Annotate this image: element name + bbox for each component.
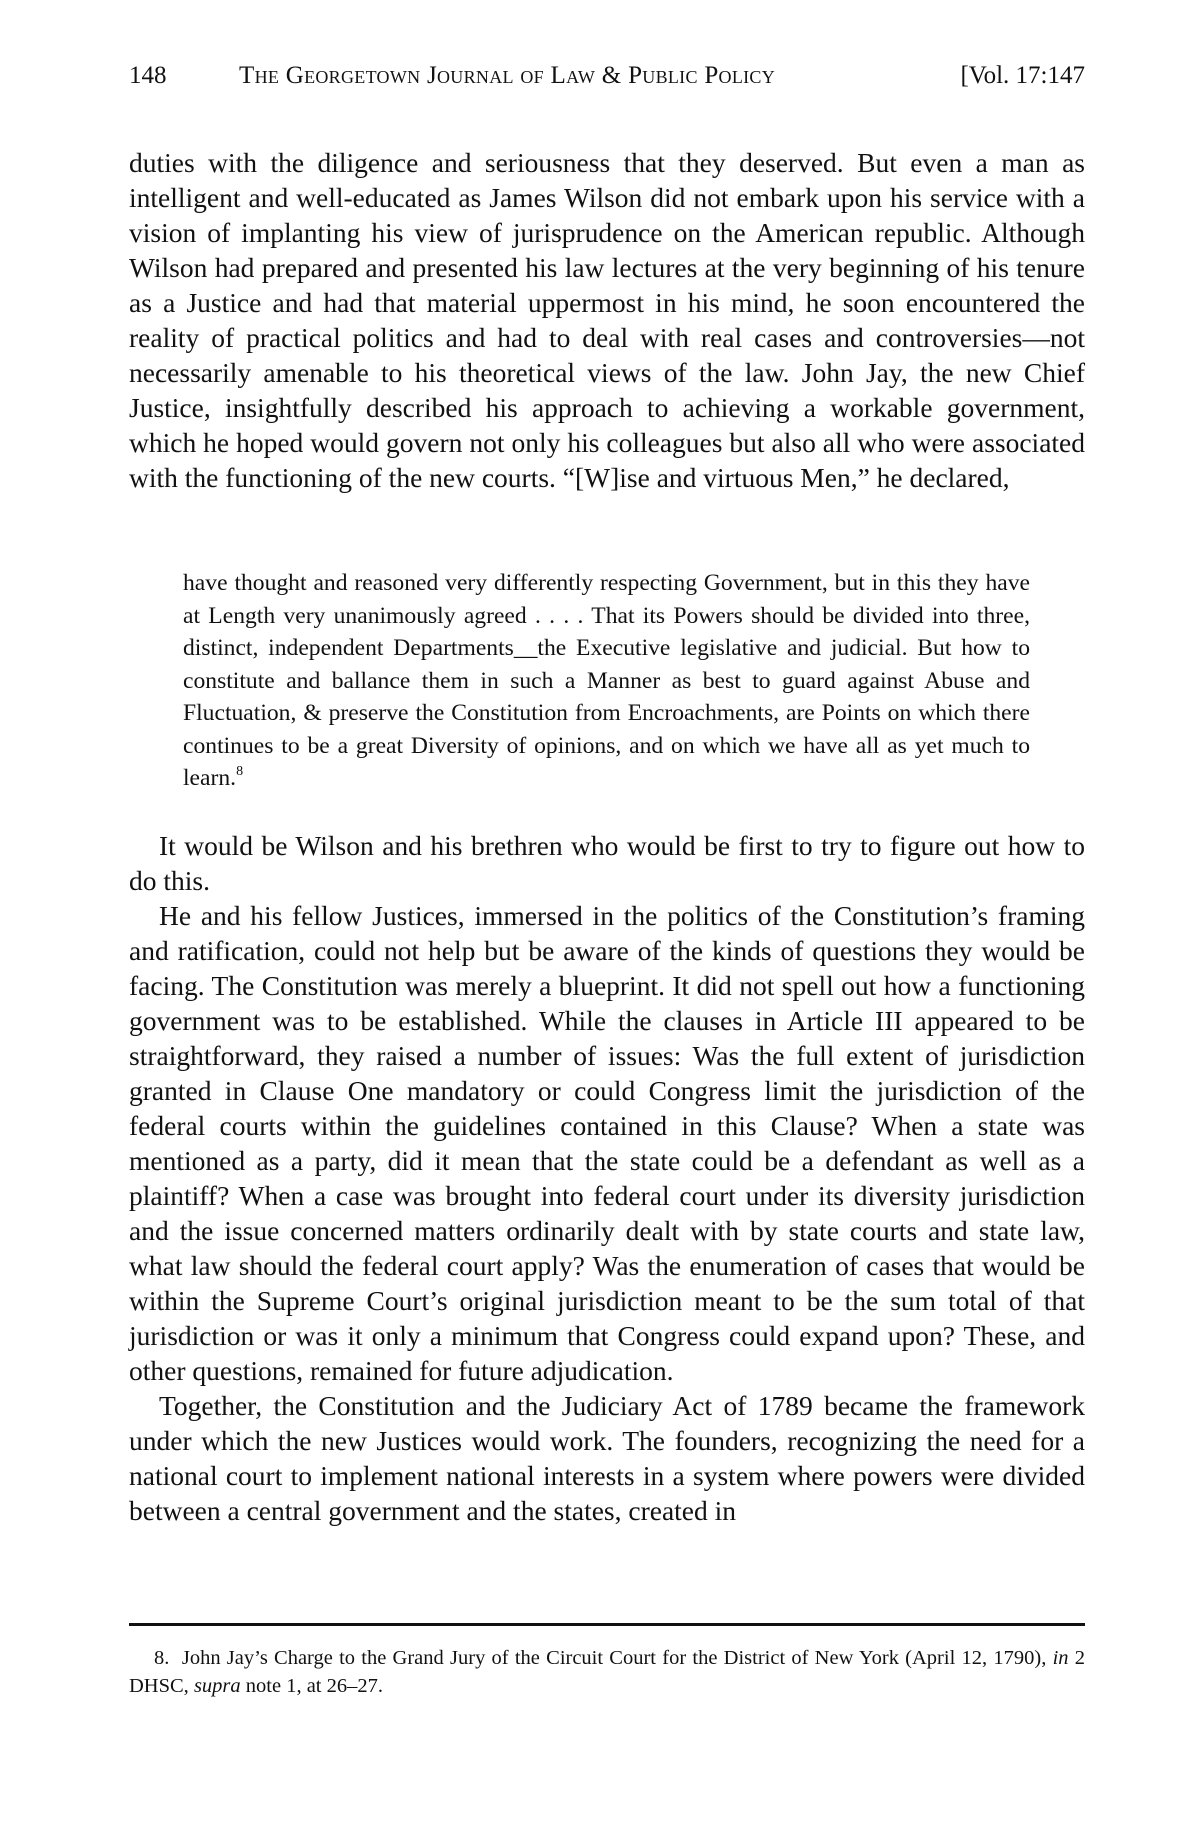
footnote-supra-italic: supra — [193, 1675, 241, 1697]
footnote-8 — [129, 1644, 1085, 1700]
footnote-number: 8. — [154, 1647, 170, 1669]
paragraph-framework: Together, the Constitution and the Judiciary Act of 1789 became the framework under which the new Justices would work. The founders, recognizing the need for a national court to implement national interests in a system where powers were divided between a central government and the states, created in — [129, 1390, 1085, 1526]
page-number: 148 — [129, 62, 167, 89]
paragraph-questions: He and his fellow Justices, immersed in the politics of the Constitution’s framing and ratification, could not help but be aware of the kinds of questions they would be facing. The Constitution was merely a blueprint. It did not spell out how a functioning government was to be established. While the clauses in Article III appeared to be straightforward, they raised a number of issues: Was the full extent of jurisdiction granted in Clause One mandatory or could Congress limit the jurisdiction of the federal courts within the guidelines contained in this Clause? When a state was mentioned as a party, did it mean that the state could be a defendant as well as a plaintiff? When a case was brought into federal court under its diversity jurisdiction and the issue concerned matters ordinarily dealt with by state courts and state law, what law should the federal court apply? Was the enumeration of cases that would be within the Supreme Court’s original jurisdiction meant to be the sum total of that jurisdiction or was it only a minimum that Congress could expand upon? These, and other questions, remained for future adjudication. — [129, 900, 1085, 1386]
footnote-in-italic: in — [1052, 1647, 1069, 1669]
footnote-text-end: note 1, at 26–27. — [245, 1675, 383, 1697]
body-text-top — [129, 145, 1085, 495]
body-text-bottom — [129, 828, 1085, 1528]
paragraph-wilson-brethren: It would be Wilson and his brethren who would be first to try to figure out how to do this. — [129, 830, 1085, 896]
journal-title: The Georgetown Journal of Law & Public Policy — [239, 62, 776, 89]
footnote-text-middle: 2 DHSC, — [129, 1647, 1085, 1697]
block-quote-text: have thought and reasoned very differently respecting Government, but in this they have at Length very unanimously agreed . . . . That its Powers should be divided into three, distinct, independent Departments__the Executive legislative and judicial. But how to constitute and ballance them in such a Manner as best to guard against Abuse and Fluctuation, & preserve the Constitution from Encroachments, are Points on which there continues to be a great Diversity of opinions, and on which we have all as yet much to learn. — [183, 570, 1030, 791]
footnote-text-start: John Jay’s Charge to the Grand Jury of the Circuit Court for the District of New York (April 12, 1790), — [181, 1647, 1047, 1669]
volume-citation: [Vol. 17:147 — [960, 62, 1085, 89]
footnote-divider — [129, 1623, 1085, 1626]
paragraph-continued: duties with the diligence and seriousness that they deserved. But even a man as intelligent and well-educated as James Wilson did not embark upon his service with a vision of implanting his view of jurisprudence on the American republic. Although Wilson had prepared and presented his law lectures at the very beginning of his tenure as a Justice and had that material uppermost in his mind, he soon encountered the reality of practical politics and had to deal with real cases and controversies—not necessarily amenable to his theoretical views of the law. John Jay, the new Chief Justice, insightfully described his approach to achieving a workable government, which he hoped would govern not only his colleagues but also all who were associated with the functioning of the new courts. “[W]ise and virtuous Men,” he declared, — [129, 147, 1085, 493]
footnote-ref-8: 8 — [236, 764, 244, 779]
block-quote — [183, 567, 1030, 795]
running-header — [129, 56, 1085, 96]
